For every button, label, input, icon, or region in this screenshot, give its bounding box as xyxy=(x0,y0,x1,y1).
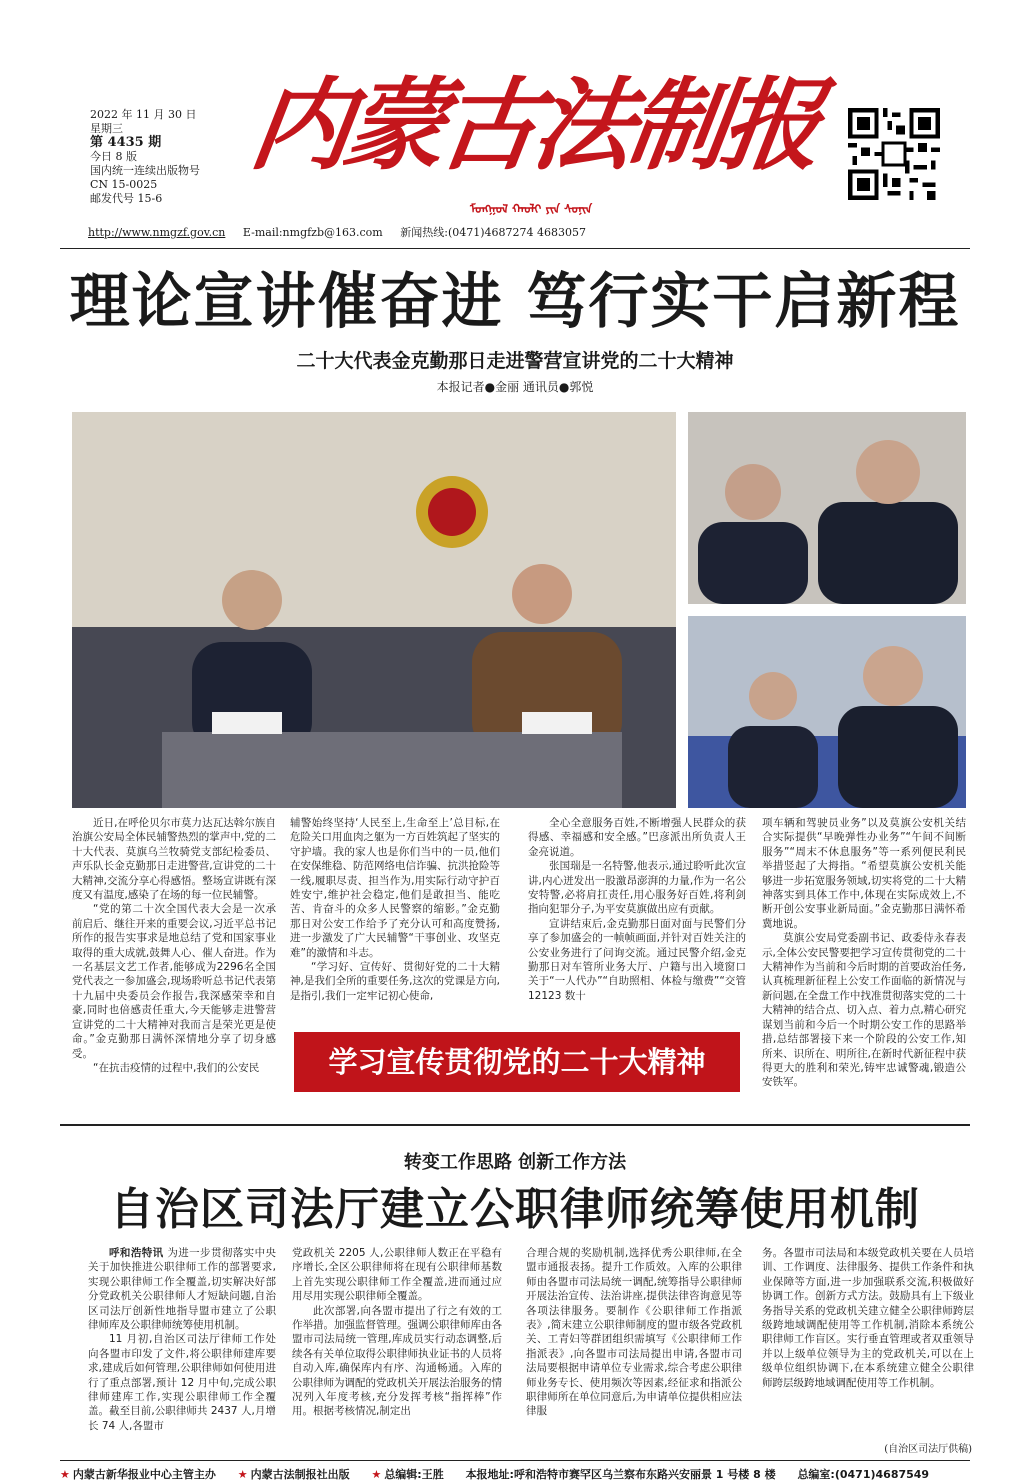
footer-text: 本报地址:呼和浩特市赛罕区乌兰察布东路兴安丽景 1 号楼 8 楼 xyxy=(465,1468,776,1481)
article1-column-1 xyxy=(72,816,276,1094)
article1-column-3 xyxy=(528,816,746,1030)
paragraph: 务。各盟市司法局和本级党政机关要在人员培训、工作调度、法律服务、提供工作条件和执业保障等方面,进一步加强联系交流,积极做好协调工作。创新方式方法。鼓励具有上下级业务指导关系的党政机关建立健全公职律师跨层级跨地域调配使用等工作机制,消除本系统公职律师工作盲区。实行垂直管理或者双重领导并以上级单位领导为主的党政机关,可以在上级单位组织协调下,在本系统建立健全公职律师跨层级跨地域调配使用等工作机制。 xyxy=(762,1247,974,1389)
serial-label: 国内统一连续出版物号 xyxy=(90,164,200,177)
newspaper-logo: 内蒙古法制报 xyxy=(243,66,825,184)
article2-subheadline: 转变工作思路 创新工作方法 xyxy=(403,1152,627,1173)
article2-column-3 xyxy=(526,1246,742,1456)
website-link[interactable]: http://www.nmgzf.gov.cn xyxy=(88,226,226,239)
paragraph: 近日,在呼伦贝尔市莫力达瓦达斡尔族自治旗公安局全体民辅警热烈的掌声中,党的二十大代表、莫旗乌兰牧骑党支部纪检委员、声乐队长金克勤那日走进警营,宣讲党的二十大精神,交流分享心得感悟。整场宣讲既有深度又有温度,感染了在场的每一位民辅警。 xyxy=(72,817,276,902)
paragraph: 全心全意服务百姓,不断增强人民群众的获得感、幸福感和安全感。”巴彦派出所负责人王金亮说道。 xyxy=(528,817,746,858)
article1-byline: 本报记者●金丽 通讯员●郭悦 xyxy=(436,380,594,394)
campaign-banner: 学习宣传贯彻党的二十大精神 xyxy=(294,1032,740,1092)
article2-column-2 xyxy=(292,1246,502,1456)
paragraph: 党政机关 2205 人,公职律师人数正在平稳有序增长,全区公职律师将在现有公职律师基数上首先实现公职律师工作全覆盖,进而通过应用尽用实现公职律师全覆盖。 xyxy=(292,1247,502,1303)
footer-divider xyxy=(60,1460,970,1461)
star-icon: ★ xyxy=(237,1468,248,1481)
footer-item xyxy=(238,1466,350,1482)
article1-column-4 xyxy=(762,816,966,1094)
section-divider xyxy=(60,1124,970,1126)
paragraph: 张国瑞是一名特警,他表示,通过聆听此次宣讲,内心迸发出一股激昂澎湃的力量,作为一名公安特警,必将肩扛责任,用心服务好百姓,将利剑指向犯罪分子,为平安莫旗做出应有贡献。 xyxy=(528,860,746,916)
paragraph: 项车辆和驾驶员业务”以及莫旗公安机关结合实际提供“早晚弹性办业务”“午间不间断服务”“周末不休息服务”等一系列便民利民举措竖起了大拇指。“希望莫旗公安机关能够进一步拓宽服务领域,切实将党的二十大精神落实到具体工作中,体现在实际成效上,不断开创公安事业新局面。”金克勤那日满怀希冀地说。 xyxy=(762,817,966,930)
mongolian-logo-text: ᠮᠣᠩᠭᠣᠯ ᠬᠠᠤᠯᠢ ᠶᠢᠨ ᠰᠣᠨᠢᠨ xyxy=(470,202,593,216)
paragraph: 此次部署,向各盟市提出了行之有效的工作举措。加强监督管理。强调公职律师库由各盟市司法局统一管理,库成员实行动态调整,后续各有关单位取得公职律师执业证书的人员将自动入库,确保库内有序、沟通畅通。入库的公职律师为调配的党政机关开展法治服务的情况列入年度考核,充分发挥考核“指挥棒”作用。根据考核情况,制定出 xyxy=(292,1304,502,1418)
page-count: 今日 8 版 xyxy=(90,150,137,163)
footer-item xyxy=(371,1466,443,1482)
paragraph: “在抗击疫情的过程中,我们的公安民 xyxy=(93,1061,260,1074)
star-icon: ★ xyxy=(371,1468,382,1481)
dateline: 呼和浩特讯 xyxy=(109,1247,164,1259)
paragraph: 合理合规的奖励机制,选择优秀公职律师,在全盟市通报表扬。提升工作质效。入库的公职律师由各盟市司法局统一调配,统筹指导公职律师开展法治宣传、法治讲座,提供法律咨询意见等各项法律服务。要制作《公职律师工作指派表》,简末建立公职律师制度的盟市级各党政机关、工青妇等群团组织需填写《公职律师工作指派表》,向各盟市司法局提出申请,各盟市司法局要根据申请单位专业需求,综合考虑公职律师业务专长、使用频次等因素,经征求和指派公职律师所在单位同意后,为申请单位提供相应法律服 xyxy=(526,1247,742,1418)
email-link[interactable]: E-mail:nmgfzb@163.com xyxy=(242,226,383,239)
meeting-photo-illustration xyxy=(72,412,676,808)
date: 2022 年 11 月 30 日 xyxy=(90,108,197,121)
article2-column-4 xyxy=(762,1246,974,1446)
footer-text: 内蒙古新华报业中心主管主办 xyxy=(72,1468,216,1481)
article1-headline[interactable]: 理论宣讲催奋进 笃行实干启新程 xyxy=(69,267,961,337)
footer xyxy=(60,1466,970,1482)
footer-item xyxy=(797,1466,929,1482)
side-photo-bottom[interactable] xyxy=(688,616,966,808)
issue-info xyxy=(90,108,250,206)
article1-subheadline: 二十大代表金克勤那日走进警营宣讲党的二十大精神 xyxy=(296,350,734,372)
paragraph: 11 月初,自治区司法厅律师工作处向各盟市印发了文件,将公职律师建库要求,建成后如何管理,公职律师如何使用进行了重点部署,预计 12 月中旬,完成公职律师建库工作,实现公职律师工作全覆盖。截至目前,公职律师共 2437 人,月增长 74 人,各盟市 xyxy=(88,1333,276,1432)
weekday: 星期三 xyxy=(90,122,123,135)
cn-number: CN 15-0025 xyxy=(90,178,158,191)
article2-source: (自治区司法厅供稿) xyxy=(884,1444,972,1455)
paragraph xyxy=(88,1246,276,1332)
paragraph: “学习好、宣传好、贯彻好党的二十大精神,是我们全所的重要任务,这次的党课是方向,是指引,我们一定牢记初心使命, xyxy=(290,961,500,1002)
article2-headline[interactable]: 自治区司法厅建立公职律师统筹使用机制 xyxy=(110,1184,920,1235)
paragraph: 宣讲结束后,金克勤那日面对面与民警们分享了参加盛会的一帧帧画面,并针对百姓关注的公安业务进行了问询交流。通过民警介绍,金克勤那日对车管所业务大厅、户籍与出入境窗口关于“一人代办”“自助照相、体检与缴费”“交管 12123 数十 xyxy=(528,917,746,1002)
paragraph: 辅警始终坚持‘人民至上,生命至上’总目标,在危险关口用血肉之躯为一方百姓筑起了坚实的守护墙。我的家人也是你们当中的一员,他们在安保维稳、防范网络电信诈骗、抗洪抢险等一线,履职尽责、担当作为,用实际行动守护百姓安宁,维护社会稳定,他们是敢担当、能吃苦、肯奋斗的众多人民警察的缩影。”金克勤那日对公安工作给予了充分认可和高度赞扬,进一步激发了广大民辅警“干事创业、攻坚克难”的激情和斗志。 xyxy=(290,817,500,959)
paragraph-text: 为进一步贯彻落实中央关于加快推进公职律师工作的部署要求,实现公职律师工作全覆盖,切实解决好部分党政机关公职律师人才短缺问题,自治区司法厅创新性地指导盟市建立了公职律师库及公职律师统筹使用机制。 xyxy=(88,1247,276,1332)
article2-column-1 xyxy=(88,1246,276,1456)
article1-column-2 xyxy=(290,816,500,1030)
footer-text: 总编辑:王胜 xyxy=(384,1468,444,1481)
qr-code-icon[interactable] xyxy=(848,108,940,200)
masthead-divider xyxy=(60,248,970,249)
footer-item xyxy=(60,1466,216,1482)
postal-code: 邮发代号 15-6 xyxy=(90,192,163,205)
star-icon: ★ xyxy=(60,1468,70,1481)
contact-bar xyxy=(88,224,968,246)
side-photo-top[interactable] xyxy=(688,412,966,604)
hotline: 新闻热线:(0471)4687274 4683057 xyxy=(400,226,586,239)
paragraph: “党的第二十次全国代表大会是一次承前启后、继往开来的重要会议,习近平总书记所作的报告实事求是地总结了党和国家事业取得的重大成就,鼓舞人心、催人奋进。作为一名基层文艺工作者,能够成为2296名全国党代表之一参加盛会,现场聆听总书记代表第十九届中央委员会作报告,我深感荣幸和自豪,同时也倍感责任重大,今天能够走进警营宣讲党的二十大精神对我而言是荣光更是使命。”金克勤那日满怀深情地分享了切身感受。 xyxy=(72,903,276,1060)
main-photo[interactable] xyxy=(72,412,676,808)
footer-text: 总编室:(0471)4687549 xyxy=(797,1468,930,1481)
officers-photo-illustration xyxy=(688,412,966,604)
issue-number: 第 4435 期 xyxy=(90,135,162,150)
footer-text: 内蒙古法制报社出版 xyxy=(250,1468,350,1481)
footer-item xyxy=(466,1466,776,1482)
paragraph: 莫旗公安局党委副书记、政委侍永春表示,全体公安民警要把学习宣传贯彻党的二十大精神作为当前和今后时期的首要政治任务,认真梳理新征程上公安工作面临的新情况与新问题,在全盘工作中找准贯彻落实党的二十大精神的结合点、切入点、着力点,精心研究谋划当前和今后一个时期公安工作的思路举措,总结部署接下来一个阶段的公安工作,知所来、识所在、明所往,在新时代新征程中获得更大的胜利和荣光,铸牢忠诚警魂,锻造公安铁军。 xyxy=(762,932,966,1089)
audience-photo-illustration xyxy=(688,616,966,808)
